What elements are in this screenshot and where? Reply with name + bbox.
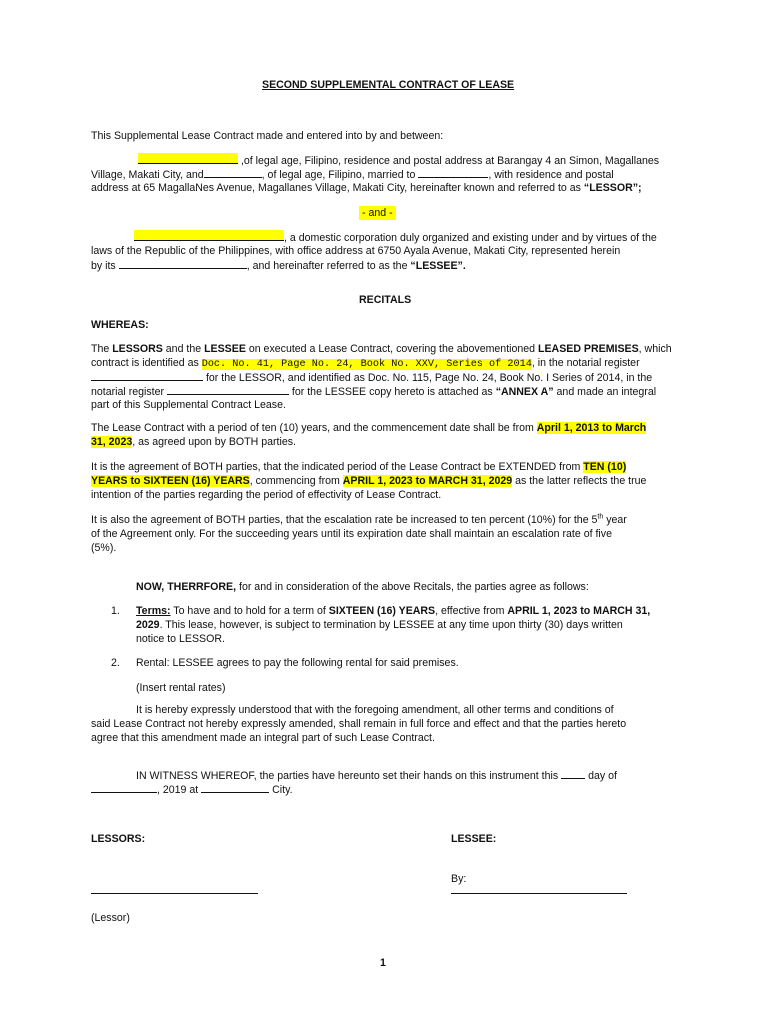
item1-line1: Terms: To have and to hold for a term of SIXTEEN (16) YEARS, effective from APRIL 1, 2023 to MARCH 31, bbox=[136, 605, 651, 617]
document-title: SECOND SUPPLEMENTAL CONTRACT OF LEASE bbox=[262, 79, 515, 91]
lessee-label: LESSEE: bbox=[451, 833, 497, 845]
p3-line2: YEARS to SIXTEEN (16) YEARS, commencing from APRIL 1, 2023 to MARCH 31, 2029 as the latter reflects the true bbox=[91, 475, 647, 487]
whereas-heading: WHEREAS: bbox=[91, 319, 149, 331]
witness-line2: , 2019 at City. bbox=[91, 782, 293, 797]
item2-number: 2. bbox=[111, 657, 120, 669]
page-number: 1 bbox=[380, 957, 386, 969]
lessor-name-blank[interactable] bbox=[138, 153, 238, 164]
month-blank[interactable] bbox=[91, 782, 157, 793]
lessee-name-blank[interactable] bbox=[134, 230, 284, 241]
p5-line3: agree that this amendment made an integral part of such Lease Contract. bbox=[91, 732, 435, 744]
representative-blank[interactable] bbox=[119, 258, 247, 269]
party2-line3: by its , and hereinafter referred to as the “LESSEE”. bbox=[91, 260, 466, 272]
p1-line5: part of this Supplemental Contract Lease. bbox=[91, 399, 286, 411]
notarial-register-lessee-blank[interactable] bbox=[167, 384, 289, 395]
item1-line3: notice to LESSOR. bbox=[136, 633, 225, 645]
party1-line1: ,of legal age, Filipino, residence and postal address at Barangay 4 an Simon, Magallanes bbox=[138, 153, 659, 168]
and-separator: - and - bbox=[359, 206, 396, 220]
insert-rental-rates: (Insert rental rates) bbox=[136, 682, 226, 694]
now-therefore-line: NOW, THERRFORE, for and in consideration of the above Recitals, the parties agree as follows: bbox=[136, 581, 589, 593]
p5-line2: said Lease Contract not hereby expressly amended, shall remain in full force and effect and that the parties hereto bbox=[91, 718, 627, 730]
lessor-signature-line[interactable] bbox=[91, 893, 258, 894]
spouse-blank[interactable] bbox=[204, 167, 262, 178]
party2-line1: , a domestic corporation duly organized and existing under and by virtues of the bbox=[134, 230, 657, 245]
doc-reference: Doc. No. 41, Page No. 24, Book No. XXV, Series of 2014 bbox=[201, 359, 532, 370]
p1-line4: notarial register for the LESSEE copy hereto is attached as “ANNEX A” and made an integral bbox=[91, 386, 657, 398]
p1-line3: for the LESSOR, and identified as Doc. No. 115, Page No. 24, Book No. I Series of 2014, in the bbox=[91, 370, 652, 385]
party2-line2: laws of the Republic of the Philippines, with office address at 6750 Ayala Avenue, Makati City, represented herein bbox=[91, 245, 621, 257]
married-to-blank[interactable] bbox=[418, 167, 488, 178]
party1-line2: Village, Makati City, and , of legal age, Filipino, married to , with residence and postal bbox=[91, 169, 614, 181]
city-blank[interactable] bbox=[201, 782, 269, 793]
item2-line: Rental: LESSEE agrees to pay the following rental for said premises. bbox=[136, 657, 459, 669]
lessors-label: LESSORS: bbox=[91, 833, 146, 845]
p4-line1: It is also the agreement of BOTH parties, that the escalation rate be increased to ten percent (10%) for the 5th year bbox=[91, 513, 627, 526]
p3-line3: intention of the parties regarding the period of effectivity of Lease Contract. bbox=[91, 489, 442, 501]
day-blank[interactable] bbox=[561, 768, 585, 779]
p1-line2: contract is identified as Doc. No. 41, Page No. 24, Book No. XXV, Series of 2014, in the notarial register bbox=[91, 357, 640, 370]
p2-line2: 31, 2023, as agreed upon by BOTH parties. bbox=[91, 436, 296, 448]
witness-line1: IN WITNESS WHEREOF, the parties have hereunto set their hands on this instrument this day of bbox=[136, 770, 617, 782]
p3-line1: It is the agreement of BOTH parties, that the indicated period of the Lease Contract be EXTENDED from TEN (10) bbox=[91, 461, 627, 473]
notarial-register-lessor-blank[interactable] bbox=[91, 370, 203, 381]
p1-line1: The LESSORS and the LESSEE on executed a Lease Contract, covering the abovementioned LEASED PREMISES, which bbox=[91, 343, 672, 355]
item1-line2: 2029. This lease, however, is subject to termination by LESSEE at any time upon thirty (30) days written bbox=[136, 619, 623, 631]
p4-line3: (5%). bbox=[91, 542, 117, 554]
lessee-signature-line[interactable] bbox=[451, 893, 627, 894]
p4-line2: of the Agreement only. For the succeeding years until its expiration date shall maintain an escalation rate of five bbox=[91, 528, 612, 540]
p5-line1: It is hereby expressly understood that with the foregoing amendment, all other terms and conditions of bbox=[136, 704, 614, 716]
by-label: By: bbox=[451, 873, 467, 885]
party1-line3: address at 65 MagallaNes Avenue, Magallanes Village, Makati City, hereinafter known and referred to as “LESSOR”; bbox=[91, 182, 642, 194]
recitals-heading: RECITALS bbox=[359, 294, 412, 306]
item1-number: 1. bbox=[111, 605, 120, 617]
lessor-caption: (Lessor) bbox=[91, 912, 130, 924]
intro-text: This Supplemental Lease Contract made and entered into by and between: bbox=[91, 130, 444, 142]
p2-line1: The Lease Contract with a period of ten (10) years, and the commencement date shall be from April 1, 2013 to March bbox=[91, 422, 647, 434]
